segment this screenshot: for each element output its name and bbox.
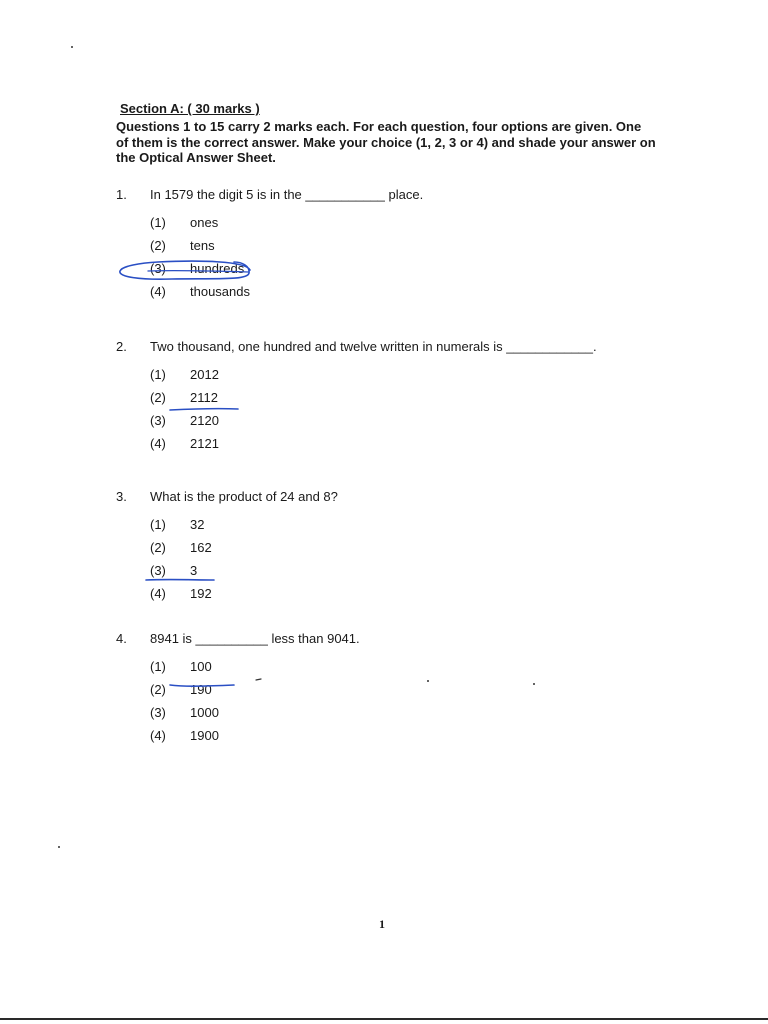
option-number: (2) [150,682,166,697]
option-text: tens [190,238,215,253]
option-number: (2) [150,540,166,555]
page-number: 1 [379,917,385,931]
option-number: (4) [150,284,166,299]
question-number: 4. [116,631,127,646]
question-text: 8941 is __________ less than 9041. [150,631,360,646]
option-number: (1) [150,517,166,532]
option-text: 190 [190,682,212,697]
option-number: (2) [150,238,166,253]
option-text: 1000 [190,705,219,720]
question-number: 3. [116,489,127,504]
question-text: What is the product of 24 and 8? [150,489,338,504]
underline-mark-q2 [170,409,238,410]
option-text: 2012 [190,367,219,382]
option-text: 192 [190,586,212,601]
option-text: 2121 [190,436,219,451]
scan-speck [58,846,60,848]
section-title: Section A: ( 30 marks ) [120,101,260,116]
option-text: 100 [190,659,212,674]
scan-speck [533,683,535,685]
option-number: (1) [150,367,166,382]
scan-edge-line [0,1018,768,1020]
option-text: 1900 [190,728,219,743]
scan-speck [71,46,73,48]
option-number: (1) [150,659,166,674]
section-instructions: Questions 1 to 15 carry 2 marks each. For each question, four options are given. One of them is the correct answer. Make your choice (1, 2, 3 or 4) and shade your answer on the Optical Answer Sheet. [116,119,656,165]
question-number: 2. [116,339,127,354]
option-number: (3) [150,413,166,428]
option-text: 2112 [190,390,218,405]
option-number: (1) [150,215,166,230]
pen-tick [256,679,261,680]
option-text: 32 [190,517,205,532]
option-text: thousands [190,284,250,299]
option-number: (4) [150,728,166,743]
option-number: (3) [150,261,166,276]
question-number: 1. [116,187,127,202]
question-text: Two thousand, one hundred and twelve written in numerals is ____________. [150,339,597,354]
option-text: 3 [190,563,198,578]
option-number: (4) [150,586,166,601]
option-number: (3) [150,563,166,578]
option-text: 2120 [190,413,219,428]
option-text: ones [190,215,219,230]
option-number: (2) [150,390,166,405]
option-number: (3) [150,705,166,720]
scan-speck [427,680,429,682]
option-text: 162 [190,540,212,555]
question-text: In 1579 the digit 5 is in the ___________ place. [150,187,424,202]
option-text: hundreds [190,261,245,276]
option-number: (4) [150,436,166,451]
